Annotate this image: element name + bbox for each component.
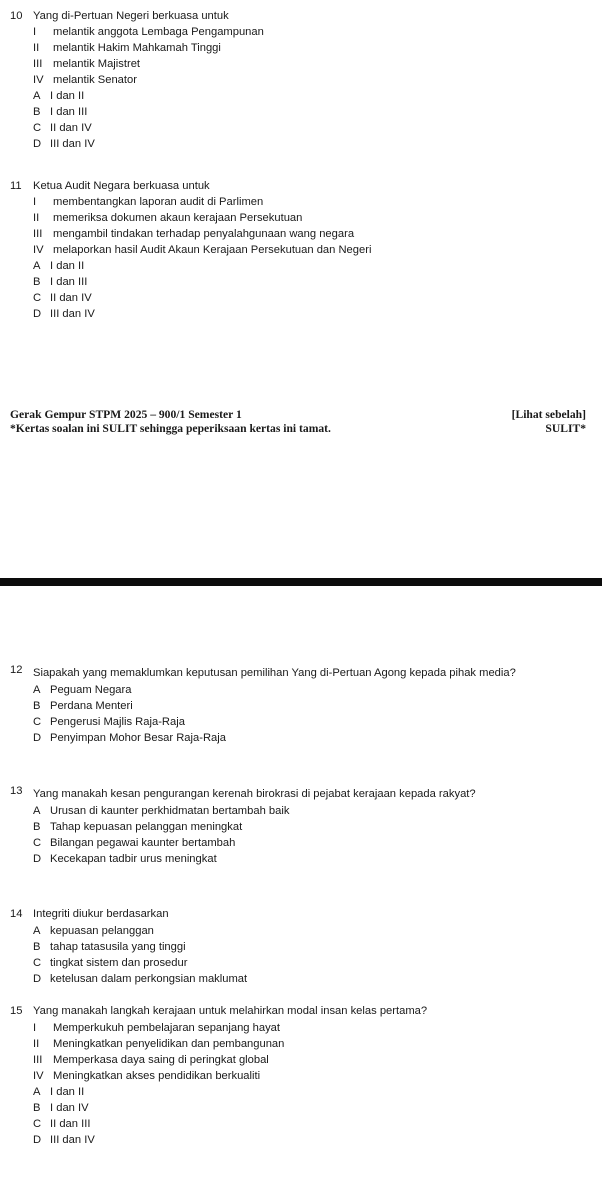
answer-option-d[interactable]: D III dan IV <box>33 307 95 320</box>
answer-options <box>33 88 588 152</box>
question-text: Ketua Audit Negara berkuasa untuk <box>33 179 210 192</box>
question-text: Yang manakah langkah kerajaan untuk melahirkan modal insan kelas pertama? <box>33 1004 428 1017</box>
question-12 <box>10 664 588 746</box>
question-number: 11 <box>10 179 22 192</box>
question-number: 10 <box>10 9 23 22</box>
question-14 <box>10 905 588 987</box>
statement-list <box>33 194 588 258</box>
question-number: 13 <box>10 785 23 797</box>
answer-option-d[interactable]: D III dan IV <box>33 137 95 150</box>
question-10 <box>10 8 588 152</box>
answer-option-d[interactable]: D Penyimpan Mohor Besar Raja-Raja <box>33 731 226 744</box>
answer-option-c[interactable]: C Pengerusi Majlis Raja-Raja <box>33 715 185 728</box>
statement-list <box>33 24 588 88</box>
question-text: Siapakah yang memaklumkan keputusan pemilihan Yang di-Pertuan Agong kepada pihak media? <box>33 667 516 679</box>
answer-option-c[interactable]: C II dan IV <box>33 291 92 304</box>
statement-item: I Memperkukuh pembelajaran sepanjang hayat <box>33 1021 281 1034</box>
question-text: Yang di-Pertuan Negeri berkuasa untuk <box>33 9 229 22</box>
statement-item: I membentangkan laporan audit di Parlimen <box>33 195 264 208</box>
answer-option-d[interactable]: D Kecekapan tadbir urus meningkat <box>33 852 217 865</box>
statement-item: IV Meningkatkan akses pendidikan berkualiti <box>33 1069 261 1082</box>
answer-option-a[interactable]: A I dan II <box>33 89 85 102</box>
answer-option-c[interactable]: C II dan IV <box>33 121 92 134</box>
question-number: 12 <box>10 664 23 676</box>
answer-option-d[interactable]: D ketelusan dalam perkongsian maklumat <box>33 972 248 985</box>
answer-option-a[interactable]: A kepuasan pelanggan <box>33 924 154 937</box>
answer-option-c[interactable]: C Bilangan pegawai kaunter bertambah <box>33 836 236 849</box>
answer-options <box>33 1084 588 1148</box>
statement-item: III melantik Majistret <box>33 57 141 70</box>
answer-option-a[interactable]: A Urusan di kaunter perkhidmatan bertambah baik <box>33 804 290 817</box>
answer-option-a[interactable]: A Peguam Negara <box>33 683 132 696</box>
statement-item: IV melantik Senator <box>33 73 137 86</box>
statement-item: I melantik anggota Lembaga Pengampunan <box>33 25 264 38</box>
answer-options <box>33 258 588 322</box>
answer-option-b[interactable]: B Tahap kepuasan pelanggan meningkat <box>33 820 243 833</box>
statement-item: II Meningkatkan penyelidikan dan pembangunan <box>33 1037 285 1050</box>
answer-options <box>33 803 588 867</box>
answer-option-c[interactable]: C II dan III <box>33 1117 91 1130</box>
answer-options <box>33 923 588 987</box>
answer-option-b[interactable]: B I dan III <box>33 275 88 288</box>
answer-option-c[interactable]: C tingkat sistem dan prosedur <box>33 956 188 969</box>
answer-option-a[interactable]: A I dan II <box>33 259 85 272</box>
answer-option-b[interactable]: B I dan IV <box>33 1101 89 1114</box>
page-divider <box>0 578 602 586</box>
statement-item: III mengambil tindakan terhadap penyalahgunaan wang negara <box>33 227 355 240</box>
answer-option-b[interactable]: B I dan III <box>33 105 88 118</box>
statement-item: II memeriksa dokumen akaun kerajaan Persekutuan <box>33 211 303 224</box>
answer-option-a[interactable]: A I dan II <box>33 1085 85 1098</box>
question-number: 14 <box>10 907 23 920</box>
question-13 <box>10 785 588 867</box>
question-11 <box>10 178 588 322</box>
footer-confidential-note: *Kertas soalan ini SULIT sehingga peperiksaan kertas ini tamat. <box>10 421 331 435</box>
statement-item: II melantik Hakim Mahkamah Tinggi <box>33 41 221 54</box>
question-number: 15 <box>10 1004 23 1017</box>
answer-option-b[interactable]: B Perdana Menteri <box>33 699 133 712</box>
question-text: Yang manakah kesan pengurangan kerenah birokrasi di pejabat kerajaan kepada rakyat? <box>33 788 476 800</box>
footer-sulit-label: SULIT* <box>545 421 586 435</box>
answer-options <box>33 682 588 746</box>
footer-turn-page: [Lihat sebelah] <box>511 408 586 421</box>
answer-option-d[interactable]: D III dan IV <box>33 1133 95 1146</box>
statement-item: IV melaporkan hasil Audit Akaun Kerajaan Persekutuan dan Negeri <box>33 243 372 256</box>
statement-item: III Memperkasa daya saing di peringkat global <box>33 1053 269 1066</box>
footer-exam-title: Gerak Gempur STPM 2025 – 900/1 Semester 1 <box>10 408 242 421</box>
statement-list <box>33 1020 588 1084</box>
question-text: Integriti diukur berdasarkan <box>33 907 169 920</box>
question-15 <box>10 1002 588 1148</box>
page-footer <box>10 409 586 436</box>
answer-option-b[interactable]: B tahap tatasusila yang tinggi <box>33 940 186 953</box>
